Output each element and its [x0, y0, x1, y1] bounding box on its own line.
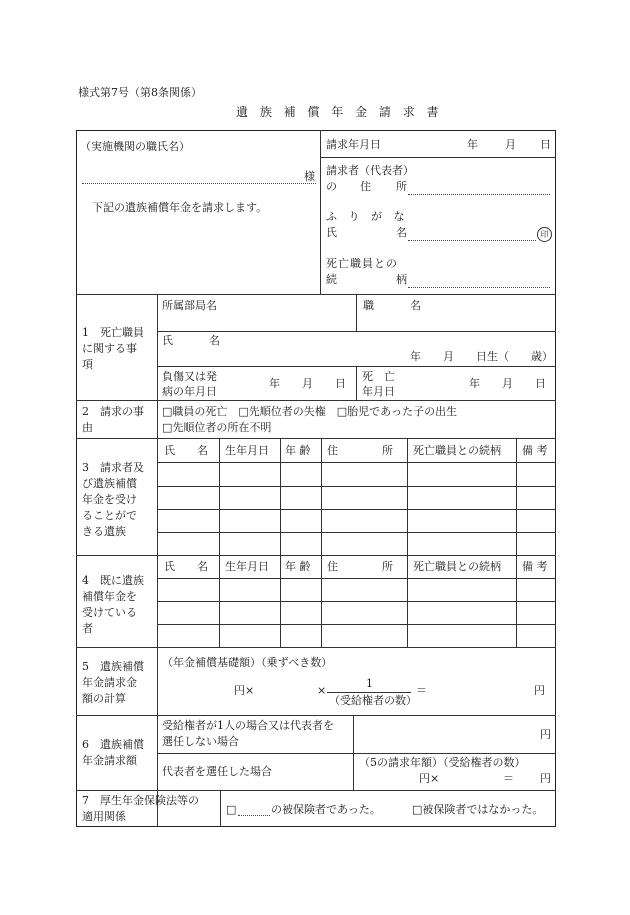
divider	[516, 555, 517, 647]
address-label-no: の	[326, 180, 337, 193]
address-line	[408, 194, 550, 195]
divider	[356, 366, 357, 400]
address-label-ju: 住	[360, 180, 371, 193]
not-insured-option[interactable]: □被保険者ではなかった。	[412, 803, 544, 816]
section2-heading: 2 請求の事	[82, 405, 144, 418]
single-claimant-label: 受給権者が1人の場合又は代表者を	[162, 719, 334, 732]
death-date-label: 死 亡	[362, 370, 395, 383]
divider	[321, 555, 322, 647]
column-header-remarks: 備 考	[522, 560, 548, 573]
deceased-name-label-mei: 名	[209, 334, 220, 347]
column-header-birth: 生年月日	[225, 444, 269, 457]
section4-heading: 者	[82, 622, 93, 635]
birth-date-age: 年 月 日生（ 歳）	[410, 350, 553, 363]
divider	[76, 294, 556, 295]
divider	[76, 438, 556, 439]
request-year: 年	[467, 138, 478, 151]
agency-name-line	[82, 183, 316, 184]
divider	[157, 294, 158, 826]
fraction-bar	[327, 692, 411, 693]
column-header-name: 氏 名	[164, 444, 208, 457]
divider	[157, 624, 556, 625]
divider	[76, 555, 556, 556]
column-header-relation: 死亡職員との続柄	[413, 444, 501, 457]
formula-header: （年金補償基礎額）（乗ずべき数）	[162, 656, 333, 669]
formula-denominator: （受給権者の数）	[329, 694, 417, 707]
claimant-name-line	[408, 240, 536, 241]
divider	[219, 555, 220, 647]
divider	[76, 400, 556, 401]
divider	[219, 438, 220, 555]
post-label-shoku: 職	[363, 299, 374, 312]
divider	[157, 601, 556, 602]
divider	[157, 532, 556, 533]
divider	[353, 715, 354, 790]
section4-heading: 受けている	[82, 606, 137, 619]
section7-heading: 適用関係	[82, 810, 126, 823]
claimant-name-label-shi: 氏	[326, 226, 337, 239]
divider	[157, 331, 556, 332]
divider	[321, 438, 322, 555]
relation-label: 死亡職員との	[326, 257, 398, 270]
form-id: 様式第7号（第8条関係）	[78, 86, 202, 99]
post-label-mei: 名	[410, 299, 421, 312]
divider	[280, 438, 281, 555]
death-date: 年 月 日	[469, 377, 546, 390]
section3-heading: きる遺族	[82, 525, 126, 538]
representative-label: 代表者を選任した場合	[162, 765, 272, 778]
divider	[76, 647, 556, 648]
formula-equals: ＝	[416, 684, 427, 697]
section1-heading: に関する事	[82, 342, 137, 355]
divider	[76, 715, 556, 716]
section2-heading: 由	[82, 421, 93, 434]
insured-option-text: の被保険者であった。	[271, 803, 381, 816]
relation-label-zoku: 続	[326, 273, 337, 286]
claim-reason-options[interactable]: □職員の死亡 □先順位者の失権 □胎児であった子の出生	[162, 405, 458, 418]
section1-heading: 項	[82, 358, 93, 371]
column-header-address: 住 所	[327, 444, 393, 457]
claim-reason-options[interactable]: □先順位者の所在不明	[162, 421, 272, 434]
divider	[516, 438, 517, 555]
section6-heading: 年金請求額	[82, 754, 137, 767]
sama-label: 様	[304, 170, 315, 183]
request-date-label: 請求年月日	[326, 138, 381, 151]
column-header-age: 年 齢	[285, 444, 311, 457]
form-title: 遺 族 補 償 年 金 請 求 書	[236, 105, 443, 119]
claimant-name-label-mei: 名	[396, 226, 407, 239]
representative-yen: 円	[540, 772, 551, 785]
section5-heading: 年金請求金	[82, 676, 137, 689]
single-claimant-yen: 円	[540, 728, 551, 741]
column-header-remarks: 備 考	[522, 444, 548, 457]
section5-heading: 5 遺族補償	[82, 660, 144, 673]
representative-yen-times: 円×	[419, 772, 440, 785]
deceased-name-label-shi: 氏	[162, 334, 173, 347]
divider	[76, 790, 556, 791]
request-month: 月	[505, 138, 516, 151]
divider	[157, 578, 556, 579]
insurance-name-line	[238, 815, 270, 816]
section3-heading: び遺族補償	[82, 477, 137, 490]
column-header-age: 年 齢	[285, 560, 311, 573]
claimant-label: 請求者（代表者）	[326, 164, 414, 177]
divider	[320, 130, 321, 294]
formula-yen-times: 円×	[234, 684, 255, 697]
divider	[407, 438, 408, 555]
column-header-relation: 死亡職員との続柄	[413, 560, 501, 573]
column-header-address: 住 所	[327, 560, 393, 573]
relation-label-gara: 柄	[396, 273, 407, 286]
divider	[280, 555, 281, 647]
request-text: 下記の遺族補償年金を請求します。	[92, 201, 268, 214]
representative-formula: （5の請求年額）（受給権者の数）	[359, 756, 526, 769]
divider	[320, 157, 556, 158]
injury-date-label: 負傷又は発	[162, 370, 217, 383]
injury-date: 年 月 日	[269, 377, 346, 390]
divider	[356, 294, 357, 331]
section1-heading: 1 死亡職員	[82, 326, 144, 339]
request-day: 日	[540, 138, 551, 151]
dept-label: 所属部局名	[162, 299, 217, 312]
column-header-birth: 生年月日	[225, 560, 269, 573]
divider	[157, 462, 556, 463]
section3-heading: 3 請求者及	[82, 461, 144, 474]
column-header-name: 氏 名	[164, 560, 208, 573]
furigana-label: ふ り が な	[326, 210, 409, 223]
address-label-sho: 所	[396, 180, 407, 193]
formula-numerator: 1	[366, 677, 373, 690]
section4-heading: 4 既に遺族	[82, 574, 144, 587]
divider	[407, 555, 408, 647]
injury-date-label: 病の年月日	[162, 385, 217, 398]
insured-option-checkbox[interactable]: □	[226, 803, 237, 816]
divider	[220, 790, 221, 826]
section3-heading: 年金を受け	[82, 493, 137, 506]
relation-line	[408, 287, 550, 288]
seal-mark: 印	[537, 227, 552, 242]
section5-heading: 額の計算	[82, 692, 126, 705]
agency-head-label: （実施機関の職氏名）	[80, 140, 190, 153]
formula-yen: 円	[534, 684, 545, 697]
divider	[157, 509, 556, 510]
section3-heading: ることがで	[82, 509, 137, 522]
divider	[157, 486, 556, 487]
section7-heading: 7 厚生年金保険法等の	[82, 794, 199, 807]
death-date-label: 年月日	[362, 385, 395, 398]
representative-equals: ＝	[503, 772, 514, 785]
section6-heading: 6 遺族補償	[82, 738, 144, 751]
single-claimant-label: 選任しない場合	[162, 735, 239, 748]
divider	[157, 753, 556, 754]
section4-heading: 補償年金を	[82, 590, 137, 603]
formula-times: ×	[317, 684, 327, 697]
